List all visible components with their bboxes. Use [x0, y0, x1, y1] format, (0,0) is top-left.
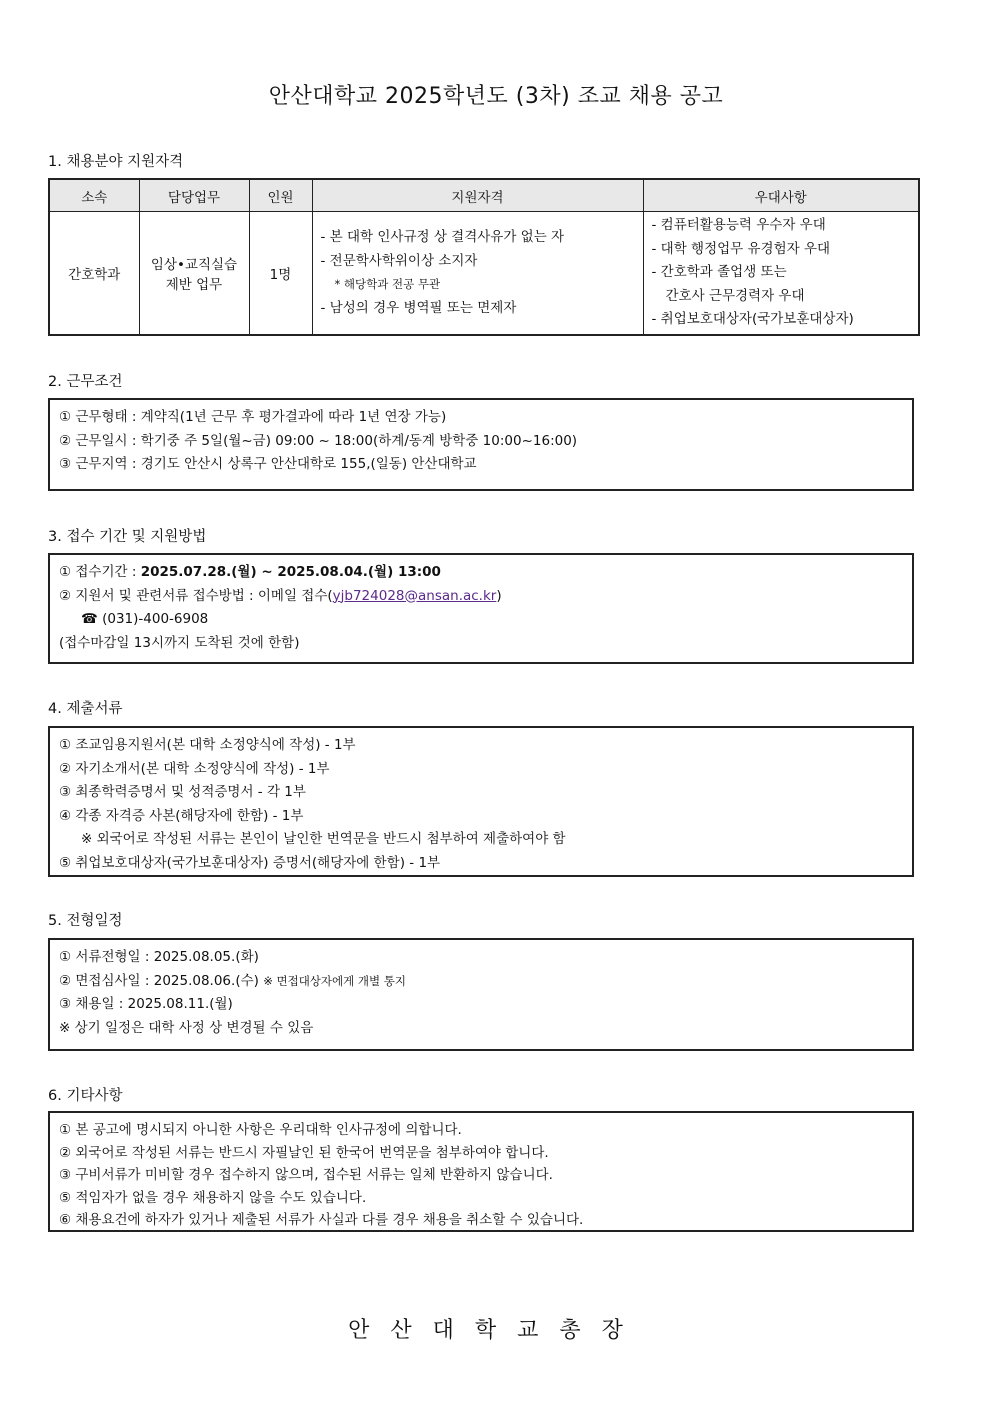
- cell-qualifications: [312, 212, 643, 336]
- duty-line: 제반 업무: [165, 277, 223, 293]
- other-item: ② 외국어로 작성된 서류는 반드시 자필날인 된 한국어 번역문을 첨부하여야 합니다.: [59, 1144, 549, 1161]
- section-heading-qualifications: 1. 채용분야 지원자격: [48, 154, 184, 170]
- other-item: ③ 구비서류가 미비할 경우 접수하지 않으며, 접수된 서류는 일체 반환하지 않습니다.: [59, 1167, 553, 1183]
- preference-item: - 간호학과 졸업생 또는: [651, 264, 787, 281]
- documents-box: [48, 726, 914, 877]
- cell-duty: [139, 212, 249, 336]
- other-item: ⑤ 적임자가 없을 경우 채용하지 않을 수도 있습니다.: [59, 1189, 367, 1206]
- preference-item: - 취업보호대상자(국가보훈대상자): [651, 311, 854, 328]
- page-title: 안산대학교 2025학년도 (3차) 조교 채용 공고: [268, 84, 724, 109]
- cell-dept: 간호학과: [49, 212, 139, 336]
- schedule-note: ※ 상기 일정은 대학 사정 상 변경될 수 있음: [59, 1019, 314, 1036]
- document-item: ② 자기소개서(본 대학 소정양식에 작성) - 1부: [59, 760, 330, 777]
- email-link[interactable]: yjb724028@ansan.ac.kr: [332, 587, 497, 604]
- qualification-item: - 전문학사학위이상 소지자: [320, 252, 478, 269]
- col-header-count: 인원: [249, 179, 312, 212]
- section-heading-schedule: 5. 전형일정: [48, 913, 123, 929]
- work-condition-item: ③ 근무지역 : 경기도 안산시 상록구 안산대학로 155,(일동) 안산대학교: [59, 456, 477, 472]
- application-period: [59, 561, 903, 585]
- section-heading-other: 6. 기타사항: [48, 1088, 123, 1104]
- qualification-note: * 해당학과 전공 무관: [334, 277, 441, 291]
- col-header-preferences: 우대사항: [643, 179, 919, 212]
- document-item: ④ 각종 자격증 사본(해당자에 한함) - 1부: [59, 807, 304, 824]
- signature: 안산대학교총장: [348, 1318, 644, 1343]
- table-row: [49, 212, 919, 336]
- work-conditions-box: [48, 398, 914, 491]
- cell-count: 1명: [249, 212, 312, 336]
- interview-note: ※ 면접대상자에게 개별 통지: [263, 973, 406, 988]
- qualification-table: [48, 178, 920, 336]
- document-note: ※ 외국어로 작성된 서류는 본인이 날인한 번역문을 반드시 첨부하여 제출하여야 함: [81, 831, 566, 847]
- duty-line: 임상•교직실습: [150, 257, 238, 273]
- work-condition-item: ② 근무일시 : 학기중 주 5일(월~금) 09:00 ~ 18:00(하계/동계 방학중 10:00~16:00): [59, 432, 578, 449]
- col-header-dept: 소속: [49, 179, 139, 212]
- period-value: 2025.07.28.(월) ~ 2025.08.04.(월) 13:00: [140, 564, 441, 580]
- work-condition-item: ① 근무형태 : 계약직(1년 근무 후 평가결과에 따라 1년 연장 가능): [59, 409, 447, 425]
- schedule-item: ① 서류전형일 : 2025.08.05.(화): [59, 949, 259, 965]
- method-close: ): [496, 587, 502, 604]
- section-heading-application: 3. 접수 기간 및 지원방법: [48, 529, 207, 545]
- document-item: ⑤ 취업보호대상자(국가보훈대상자) 증명서(해당자에 한함) - 1부: [59, 854, 441, 871]
- other-item: ⑥ 채용요건에 하자가 있거나 제출된 서류가 사실과 다를 경우 채용을 취소할 수 있습니다.: [59, 1212, 584, 1228]
- qualification-item: - 남성의 경우 병역필 또는 면제자: [320, 299, 517, 316]
- document-item: ① 조교임용지원서(본 대학 소정양식에 작성) - 1부: [59, 737, 356, 753]
- document-item: ③ 최종학력증명서 및 성적증명서 - 각 1부: [59, 784, 306, 800]
- preference-item: 간호사 근무경력자 우대: [665, 287, 805, 304]
- table-header-row: [49, 179, 919, 212]
- application-note: (접수마감일 13시까지 도착된 것에 한함): [59, 634, 300, 651]
- preference-item: - 컴퓨터활용능력 우수자 우대: [651, 217, 826, 234]
- col-header-duty: 담당업무: [139, 179, 249, 212]
- section-heading-documents: 4. 제출서류: [48, 701, 123, 717]
- method-label: ② 지원서 및 관련서류 접수방법 : 이메일 접수(: [59, 587, 333, 604]
- cell-preferences: [643, 212, 919, 336]
- col-header-qualifications: 지원자격: [312, 179, 643, 212]
- schedule-item: [59, 970, 903, 994]
- qualification-item: - 본 대학 인사규정 상 결격사유가 없는 자: [320, 229, 565, 245]
- phone-number: ☎ (031)-400-6908: [81, 611, 209, 627]
- preference-item: - 대학 행정업무 유경험자 우대: [651, 240, 831, 257]
- interview-date: ② 면접심사일 : 2025.08.06.(수): [59, 972, 264, 989]
- other-item: ① 본 공고에 명시되지 아니한 사항은 우리대학 인사규정에 의합니다.: [59, 1122, 462, 1138]
- other-box: [48, 1111, 914, 1232]
- schedule-item: ③ 채용일 : 2025.08.11.(월): [59, 996, 233, 1012]
- application-box: [48, 553, 914, 664]
- section-heading-work-conditions: 2. 근무조건: [48, 374, 123, 390]
- schedule-box: [48, 938, 914, 1051]
- period-label: ① 접수기간 :: [59, 564, 141, 580]
- application-method: [59, 585, 903, 609]
